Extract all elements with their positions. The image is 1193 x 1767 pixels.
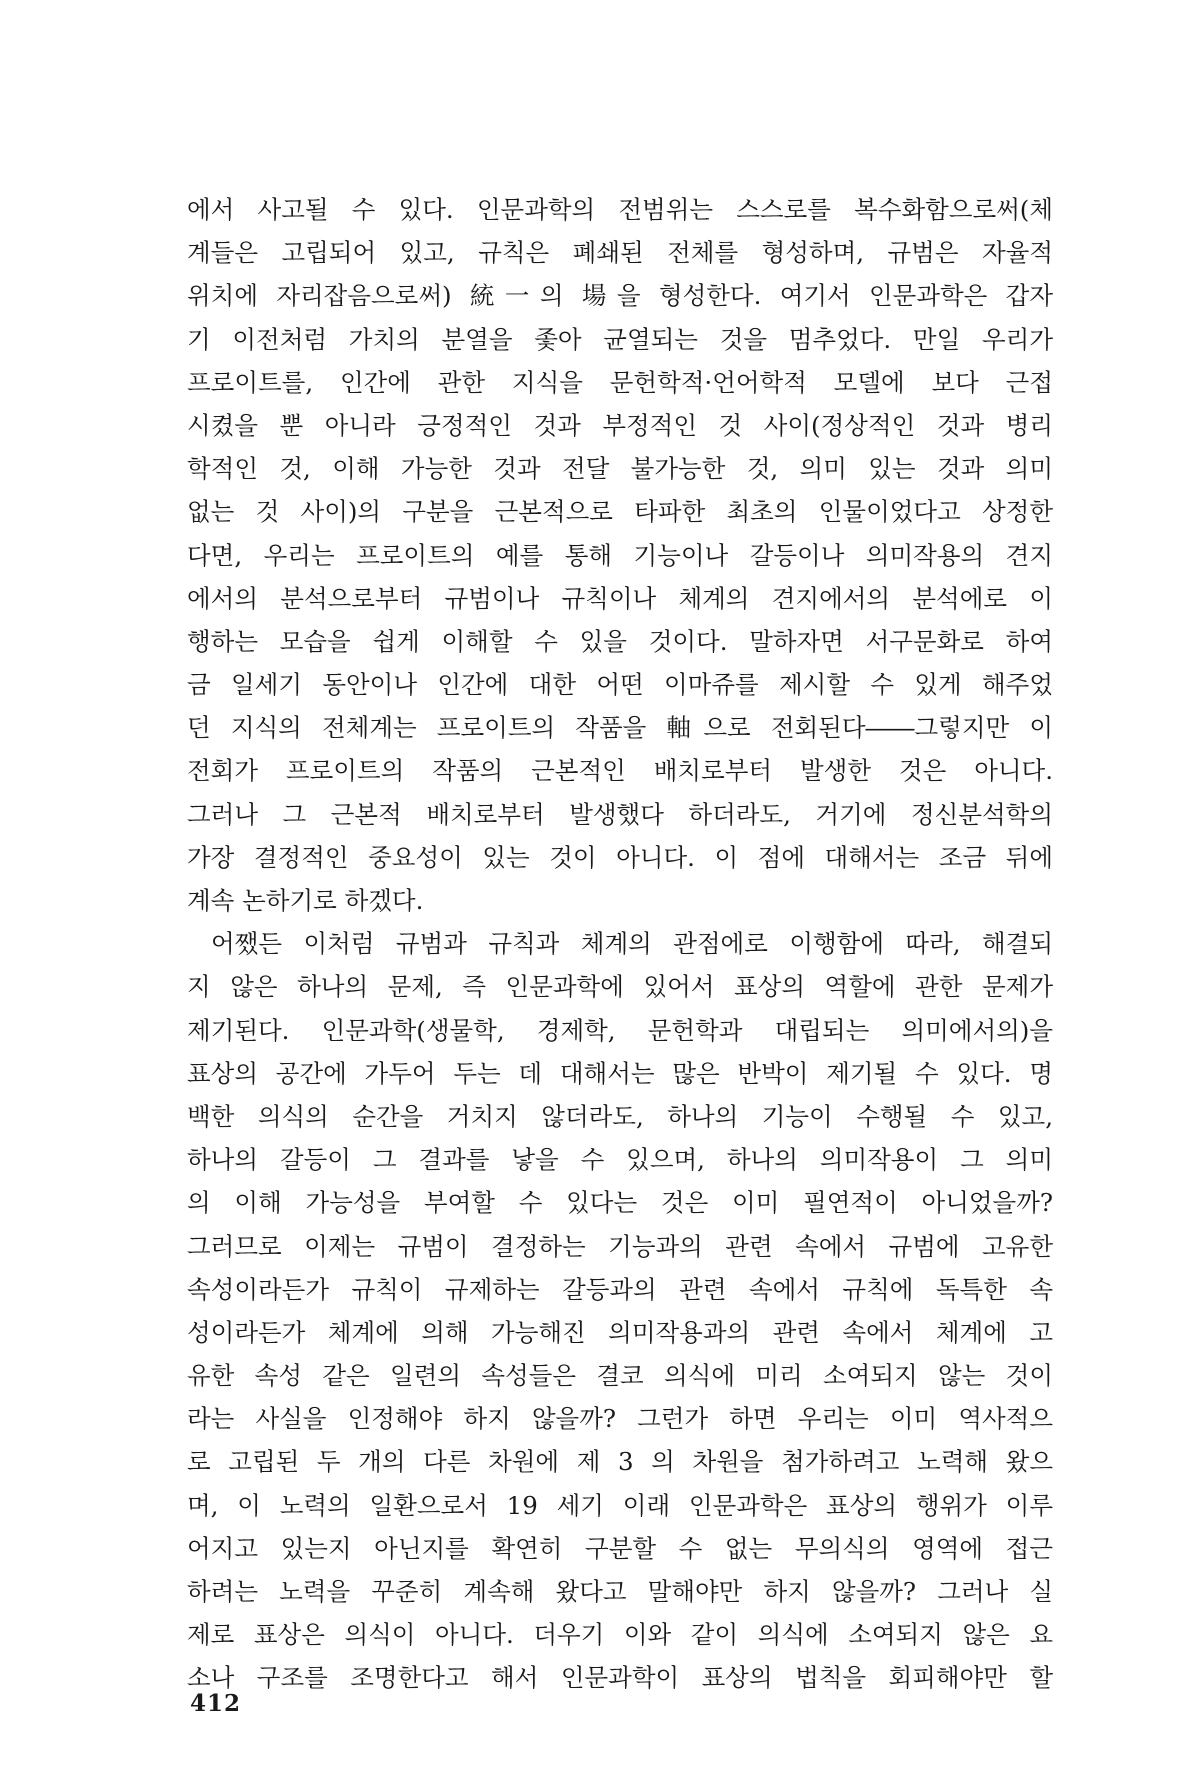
text-line: 제기된다. 인문과학(생물학, 경제학, 문헌학과 대립되는 의미에서의)을 [187,1015,1053,1045]
text-line: 하려는 노력을 꾸준히 계속해 왔다고 말해야만 하지 않을까? 그러나 실 [187,1577,1053,1606]
text-line: 시켰을 뿐 아니라 긍정적인 것과 부정적인 것 사이(정상적인 것과 병리 [187,410,1053,440]
text-line: 없는 것 사이)의 구분을 근본적으로 타파한 최초의 인물이었다고 상정한 [187,497,1053,527]
text-line: 전회가 프로이트의 작품의 근본적인 배치로부터 발생한 것은 아니다. [187,756,1053,786]
text-line: 의 이해 가능성을 부여할 수 있다는 것은 이미 필연적이 아니었을까? [187,1188,1053,1218]
text-line: 에서 사고될 수 있다. 인문과학의 전범위는 스스로를 복수화함으로써(체 [187,195,1053,224]
text-line: 라는 사실을 인정해야 하지 않을까? 그런가 하면 우리는 이미 역사적으 [187,1404,1053,1434]
text-line: 성이라든가 체계에 의해 가능해진 의미작용과의 관련 속에서 체계에 고 [187,1317,1053,1347]
text-line: 소나 구조를 조명한다고 해서 인문과학이 표상의 법칙을 회피해야만 할 [187,1663,1053,1693]
text-line: 어지고 있는지 아닌지를 확연히 구분할 수 없는 무의식의 영역에 접근 [187,1533,1053,1563]
text-line: 던 지식의 전체계는 프로이트의 작품을 軸으로 전회된다――그렇지만 이 [187,713,1053,743]
text-line: 그러나 그 근본적 배치로부터 발생했다 하더라도, 거기에 정신분석학의 [187,799,1053,829]
text-line: 에서의 분석으로부터 규범이나 규칙이나 체계의 견지에서의 분석에로 이 [187,583,1053,613]
text-line: 표상의 공간에 가두어 두는 데 대해서는 많은 반박이 제기될 수 있다. 명 [187,1058,1053,1088]
body-text [187,188,1053,1700]
text-line: 백한 의식의 순간을 거치지 않더라도, 하나의 기능이 수행될 수 있고, [187,1101,1053,1131]
text-line: 계들은 고립되어 있고, 규칙은 폐쇄된 전체를 형성하며, 규범은 자율적 [187,238,1053,268]
text-line: 하나의 갈등이 그 결과를 낳을 수 있으며, 하나의 의미작용이 그 의미 [187,1145,1053,1175]
text-line: 며, 이 노력의 일환으로서 19 세기 이래 인문과학은 표상의 행위가 이루 [187,1490,1053,1520]
paragraph-end-line: 계속 논하기로 하겠다. [187,886,424,915]
page-number: 412 [190,1690,242,1717]
text-line: 다면, 우리는 프로이트의 예를 통해 기능이나 갈등이나 의미작용의 견지 [187,540,1053,570]
text-line: 로 고립된 두 개의 다른 차원에 제 3 의 차원을 첨가하려고 노력해 왔으 [187,1447,1053,1477]
text-line: 금 일세기 동안이나 인간에 대한 어떤 이마쥬를 제시할 수 있게 해주었 [187,670,1053,700]
text-line: 제로 표상은 의식이 아니다. 더우기 이와 같이 의식에 소여되지 않은 요 [187,1620,1053,1650]
text-line: 가장 결정적인 중요성이 있는 것이 아니다. 이 점에 대해서는 조금 뒤에 [187,842,1053,872]
text-line: 속성이라든가 규칙이 규제하는 갈등과의 관련 속에서 규칙에 독특한 속 [187,1274,1053,1304]
text-line: 지 않은 하나의 문제, 즉 인문과학에 있어서 표상의 역할에 관한 문제가 [187,972,1053,1002]
paragraph-start-line: 어쨌든 이처럼 규범과 규칙과 체계의 관점에로 이행함에 따라, 해결되 [211,929,1053,959]
text-line: 행하는 모습을 쉽게 이해할 수 있을 것이다. 말하자면 서구문화로 하여 [187,626,1053,656]
text-line: 유한 속성 같은 일련의 속성들은 결코 의식에 미리 소여되지 않는 것이 [187,1361,1053,1391]
text-line: 기 이전처럼 가치의 분열을 좇아 균열되는 것을 멈추었다. 만일 우리가 [187,324,1053,354]
text-line: 그러므로 이제는 규범이 결정하는 기능과의 관련 속에서 규범에 고유한 [187,1231,1053,1261]
text-line: 학적인 것, 이해 가능한 것과 전달 불가능한 것, 의미 있는 것과 의미 [187,454,1053,484]
text-line: 프로이트를, 인간에 관한 지식을 문헌학적·언어학적 모델에 보다 근접 [187,367,1053,397]
text-line: 위치에 자리잡음으로써) 統一의 場을 형성한다. 여기서 인문과학은 갑자 [187,281,1053,311]
